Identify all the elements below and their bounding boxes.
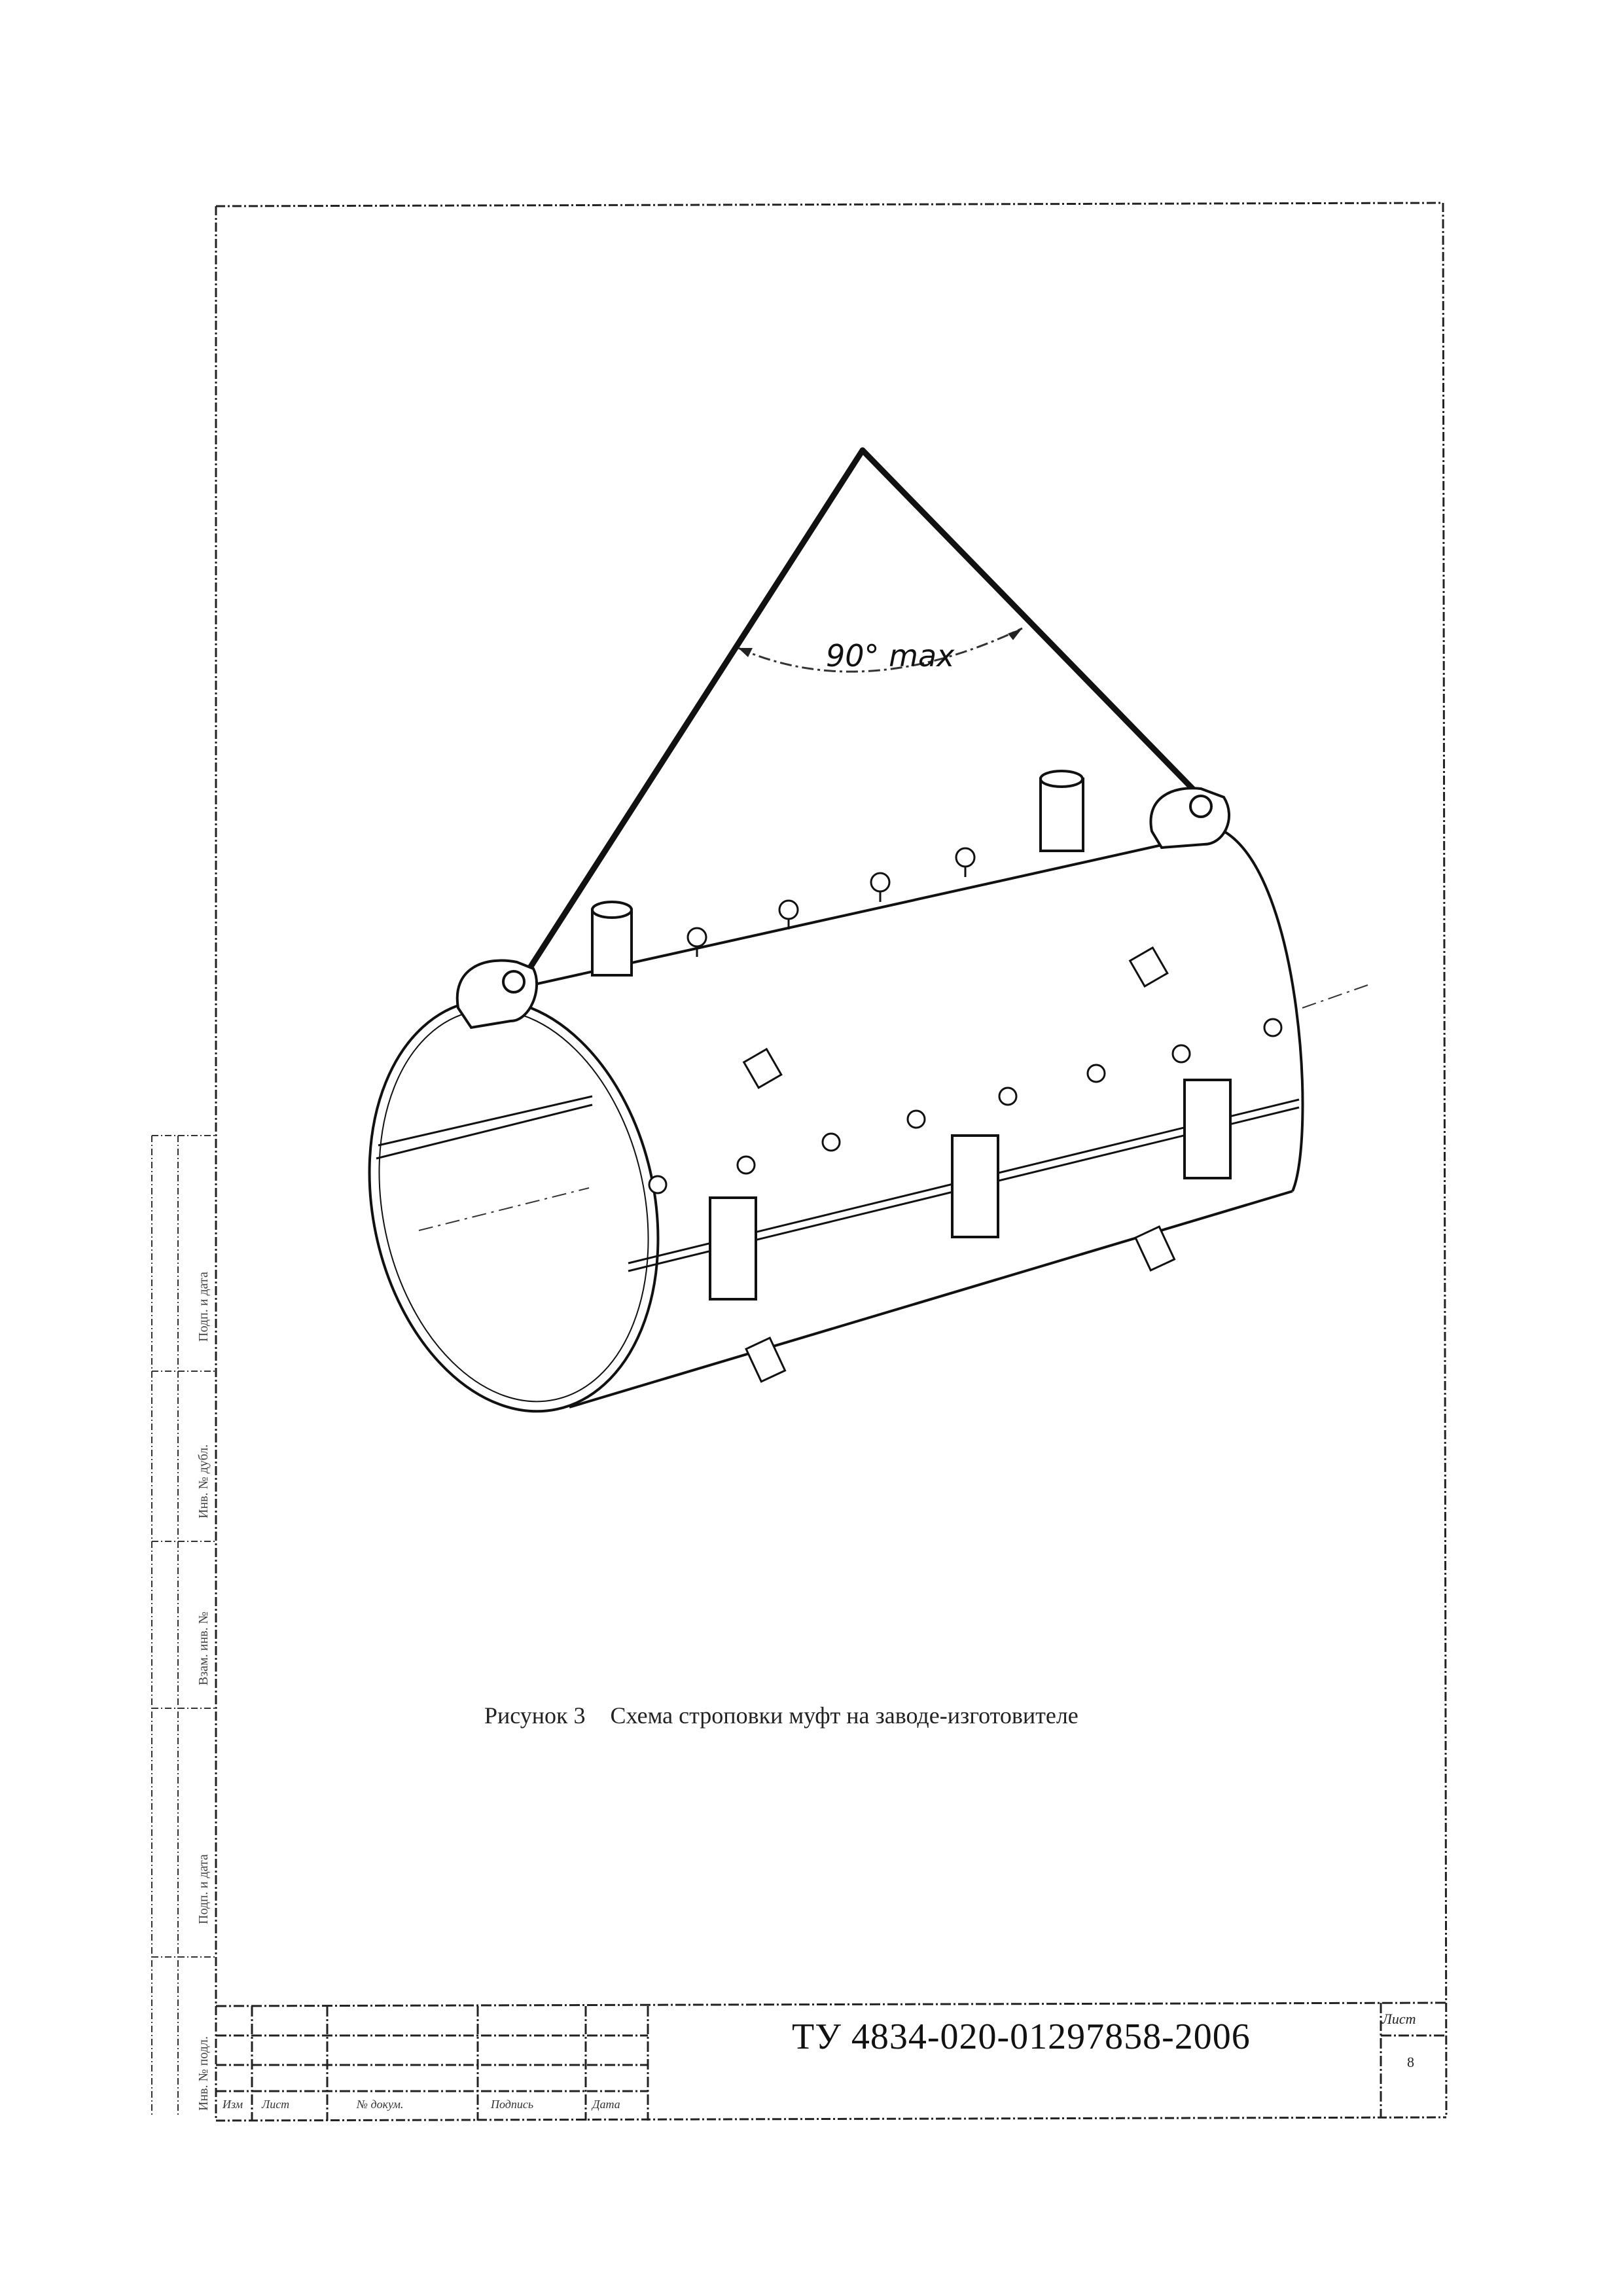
sheet-label: Лист — [1382, 2011, 1416, 2027]
title-col-change: Изм — [223, 2098, 243, 2111]
nozzle-left — [592, 902, 632, 975]
document-code: ТУ 4834-020-01297858-2006 — [792, 2017, 1251, 2057]
angle-arc-arrow-right — [1008, 628, 1022, 640]
nozzle-right — [1041, 771, 1083, 851]
side-stamp-label-1: Подп. и дата — [196, 1272, 211, 1342]
angle-label: 90° max — [826, 638, 955, 673]
side-stamp-label-3: Взам. инв. № — [196, 1611, 211, 1685]
title-col-doc-number: № докум. — [357, 2098, 404, 2111]
figure-caption-number: Рисунок 3 — [484, 1702, 586, 1729]
side-stamp-label-2: Инв. № дубл. — [196, 1444, 211, 1518]
sheet-number: 8 — [1407, 2054, 1414, 2070]
angle-arc-arrow-left — [738, 648, 753, 657]
side-stamp-label-4: Подп. и дата — [196, 1854, 211, 1924]
title-col-date: Дата — [592, 2098, 620, 2111]
figure-caption — [484, 1702, 1270, 1729]
lifting-lug-right — [1150, 788, 1229, 848]
title-col-sheet: Лист — [262, 2098, 290, 2111]
side-stamp-label-5: Инв. № подл. — [196, 2036, 211, 2111]
bolt-row-bottom — [746, 1227, 1174, 1382]
figure-caption-text: Схема строповки муфт на заводе-изготовителе — [610, 1702, 1079, 1729]
title-col-signature: Подпись — [491, 2098, 534, 2111]
